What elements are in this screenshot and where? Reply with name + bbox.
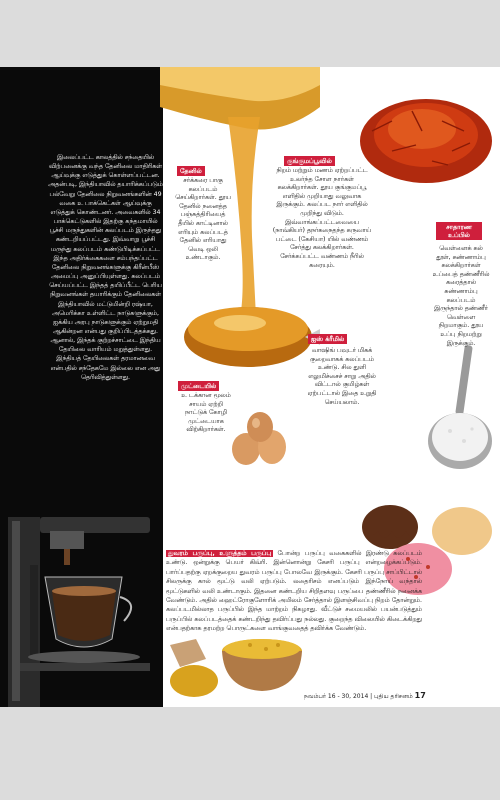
eggs-image	[228, 407, 298, 467]
saffron-paragraph: நிறம் மற்றும் மணம் ஏற்றப்பட்ட உலர்ந்த சோள நார்கள் கலக்கிறார்கள். தூய குங்குமப்பூ எளிதில் முறியாது வலுவாக இருக்கும். கலப்பட நார் எளிதில் முறிந்து விடும். இவ்வாங்கப்பட்டவைய‌ை (நாவ்கியர்) தநர்கநைதந்த கருவாய் பட்டை (கேசியா) யில் வண்ணம் சேர்த்து கலக்கிறார்கள். சேர்க்கப்பட்ட வண்ணம் நீரில் கரையும்.	[272, 167, 372, 269]
salt-label: சாதாரண உப்பில்	[436, 222, 482, 240]
icecream-label: ஐஸ் க்ரீமில்	[308, 334, 347, 344]
dal-paragraph	[166, 549, 422, 634]
bottom-margin	[0, 707, 500, 800]
intro-column-text: இலைப்பட்ட காலத்தில் சந்தையில் விற்பனைக்கு வந்த தேனிலை மாதிரிகள் ஆய்வுக்கு எடுத்துக் கொள்ளப்பட்டன. அதன்படி, இந்தியாவில் தயாரிக்கப்படும் பல்வேறு தேனிலை நிறுவனங்களின் 49 வகை உ பாக்கெட்கள் ஆய்வுக்கு எடுத்துக் கொண்டனர். அவைகளில் 34 பாக்கெட்டுகளில் இதற்கு கந்தமாயில் பூச்சி மருந்துகளின் கலப்படம் இருந்தது கண்டறியப்பட்டது. இவ்வாறு பூச்சி மருந்து கலப்படம் கண்டுபிடிக்கப்பட்ட இந்த அதிர்க்கைகளை சம்பந்தப்பட்ட தேனிலை நிறுவனங்களுக்கு கிரீன்பீஸ் அமைப்பு அனுப்பியுள்ளது. கலப்படம் செய்யப்பட்ட இந்தத் தயிப்பீட்ட பெரிய நிறுவனங்கள் தயாரிக்கும் தேனிலைகள் இந்தியாவில் மட்டுமின்றி ரஷ்யா, அமெரிக்கா உள்ளிட்ட நாடுகளுக்கும், ஐக்கிய அரபு நாடுகளுக்கும் ஏற்றுமதி ஆகின்றன என்பது குறிப்பிடத்தக்கது. ஆனால், இந்தக் குற்றச்சாட்டை இந்திய தேயிலை வாரியம் மறுத்துள்ளது. இந்தியத் தேயிலைகள் தரமானவை என்பதில் சந்தேகமே இல்லை என அது தெரிவித்துள்ளது.	[48, 154, 163, 381]
egg-paragraph: உ டக்கான மூலம் சாயம் ஏற்றி நாட்டுக் கோழி முட்டையாக விற்கிறார்கள்.	[181, 392, 231, 434]
dal-label: துவரம் பருப்பு, உளுத்தம் பருப்பு	[168, 550, 272, 557]
honey-label: தேனில்	[177, 166, 205, 176]
footer-date: நவம்பர் 16 - 30, 2014	[304, 693, 369, 700]
dal-paragraph-text: போன்ற பருப்பு வகைகளில் இரண்டு கலப்படம் உண்டு. ஒன்றுக்கு பெயர் கிவ்ரி. இன்னொன்று கேசரி பருப்பு என்றழைக்கப்படும். பார்ப்பதற்கு ஏறக்குறைய துவரம் பருப்பு போலவே இருக்கும். கேசரி பருப்பு சாப்பிட்டால் சிலருக்கு கால் மூட்டு வலி ஏற்படும். லதைரிசம் எனப்படும் இந்நோய் வந்தால் மூட்டுகளில் வலி உண்டாகும். இதனை கண்டறிய சிறிதளவு பருப்பை தண்ணீரில் நனைக்க வேண்டும். அதில் ஹைட்ரோகுளோரிக் அமிலம் சேர்த்தால் இளஞ்சிவப்பு நிறம் தோன்றும். கலப்படமில்லாத பருப்பில் இந்த மாற்றம் நிகழாது. வீட்டுச் சமையலில் பயன்படுத்தும் பருப்பில் கலப்படத்தைக் கண்டறிந்து தவிர்ப்பது நல்லது. குறைந்த விலையில் கிடைக்கிறது என்பதற்காக தரமற்ற பொருட்களை வாங்குவதைத் தவிர்க்க வேண்டும்.	[166, 550, 422, 633]
page-footer: நவம்பர் 16 - 30, 2014 | புதிய தரிசனம் 17	[304, 691, 426, 700]
footer-magazine: புதிய தரிசனம்	[374, 693, 413, 700]
magazine-page	[0, 67, 500, 707]
egg-label: முட்டையில்	[178, 381, 219, 391]
salt-spoon-image	[424, 345, 500, 475]
top-margin	[0, 0, 500, 67]
page-number: 17	[414, 691, 426, 700]
salt-paragraph: வெள்ளைக் கல் தூள், சுண்ணாம்பு கலக்கிறார்கள் உப்பைத் தண்ணீரில் கரைத்தால் சுண்ணாம்பு கலப்படம் இருந்தால் தண்ணீர் வெள்ளை நிறமாகும். தூய உப்பு நிறமற்று இருக்கும்.	[432, 245, 490, 347]
honey-paragraph: சர்க்கரை பாகு கலப்படம் செய்கிறார்கள். தூய தேனில் நனைத்த பஞ்சுத்திரியைத் தீயில் காட்டினால் எரியும் கலப்படத் தேனில் எரியாது வெடி ஒலி உண்டாகும்.	[175, 177, 231, 262]
icecream-paragraph: வாஷிங் பவுடர் மிகக் குறைவாகக் கலப்படம் உண்டு. சில துளி எலுமிச்சைச் சாறு அதில் விட்டால் குமிழ்கள் ஏற்பட்டால் இதை உறுதி செய்யலாம்.	[307, 347, 377, 406]
saffron-label: குங்குமப்பூவில்	[284, 156, 335, 166]
coffee-machine-image	[0, 507, 163, 707]
